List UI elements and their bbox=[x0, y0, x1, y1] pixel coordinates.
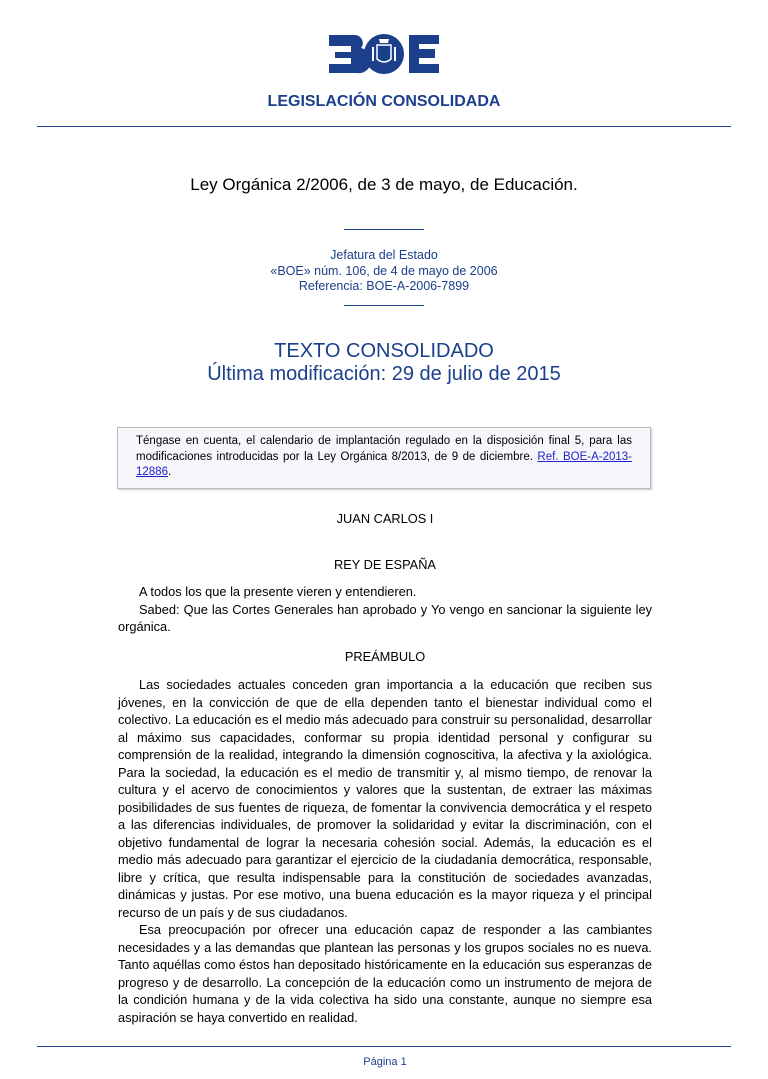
issuer: Jefatura del Estado bbox=[330, 248, 438, 262]
divider bbox=[344, 305, 424, 306]
page-number: Página 1 bbox=[363, 1056, 407, 1068]
note-box bbox=[117, 427, 651, 489]
header-title: LEGISLACIÓN CONSOLIDADA bbox=[267, 93, 501, 110]
consolidated-block bbox=[0, 340, 768, 386]
header-divider bbox=[37, 126, 731, 127]
reference: Referencia: BOE-A-2006-7899 bbox=[298, 279, 470, 293]
preamble-heading: PREÁMBULO bbox=[344, 648, 426, 664]
king-title: REY DE ESPAÑA bbox=[334, 556, 436, 572]
intro-paragraph: A todos los que la presente vieren y entendieren. bbox=[139, 584, 417, 599]
consolidated-label: TEXTO CONSOLIDADO bbox=[274, 340, 494, 362]
note-text: Téngase en cuenta, el calendario de implantación regulado en la disposición final 5, para las modificaciones introducidas por la Ley Orgánica 8/2013, de 9 de diciembre. bbox=[136, 435, 632, 463]
paragraph: Las sociedades actuales conceden gran importancia a la educación que reciben sus jóvenes, en la convicción de que de ella dependen tanto el bienestar individual como el colectivo. La educación es el medio más adecuado para construir su personalidad, desarrollar al máximo sus capacidades, conformar su propia identidad personal y configurar su comprensión de la realidad, integrando la dimensión cognoscitiva, la afectiva y la axiológica. Para la sociedad, la educación es el medio de transmitir y, al mismo tiempo, de renovar la cultura y el acervo de conocimientos y valores que la sustentan, de extraer las máximas posibilidades de sus fuentes de riqueza, de fomentar la convivencia democrática y el respeto a las diferencias individuales, de promover la solidaridad y evitar la discriminación, con el objetivo fundamental de lograr la necesaria cohesión social. Además, la educación es el medio más adecuado para garantizar el ejercicio de la ciudadanía democrática, responsable, libre y crítica, que resulta indispensable para la constitución de sociedades avanzadas, dinámicas y justas. Por ese motivo, una buena educación es la mayor riqueza y el principal recurso de un país y de sus ciudadanos. bbox=[118, 677, 652, 920]
publication: «BOE» núm. 106, de 4 de mayo de 2006 bbox=[270, 263, 498, 278]
boe-logo bbox=[327, 33, 441, 75]
footer-divider bbox=[37, 1046, 731, 1047]
paragraph: Esa preocupación por ofrecer una educación capaz de responder a las cambiantes necesidades y a las demandas que plantean las personas y los grupos sociales no es nueva. Tanto aquéllas como éstos han depositado históricamente en la educación sus esperanzas de progreso y de desarrollo. La concepción de la educación como un instrumento de mejora de la condición humana y de la vida colectiva ha sido una constante, aunque no siempre esa aspiración se haya convertido en realidad. bbox=[118, 922, 652, 1025]
note-end: . bbox=[167, 466, 172, 478]
document-title: Ley Orgánica 2/2006, de 3 de mayo, de Educación. bbox=[190, 175, 578, 194]
document-meta bbox=[0, 248, 768, 295]
intro-paragraph: Sabed: Que las Cortes Generales han aprobado y Yo vengo en sancionar la siguiente ley orgánica. bbox=[118, 601, 652, 634]
king-name: JUAN CARLOS I bbox=[336, 511, 434, 526]
divider bbox=[344, 229, 424, 230]
reference-link[interactable]: Ref. BOE-A-2013-12886 bbox=[136, 450, 632, 478]
last-modified: Última modificación: 29 de julio de 2015 bbox=[207, 363, 561, 385]
